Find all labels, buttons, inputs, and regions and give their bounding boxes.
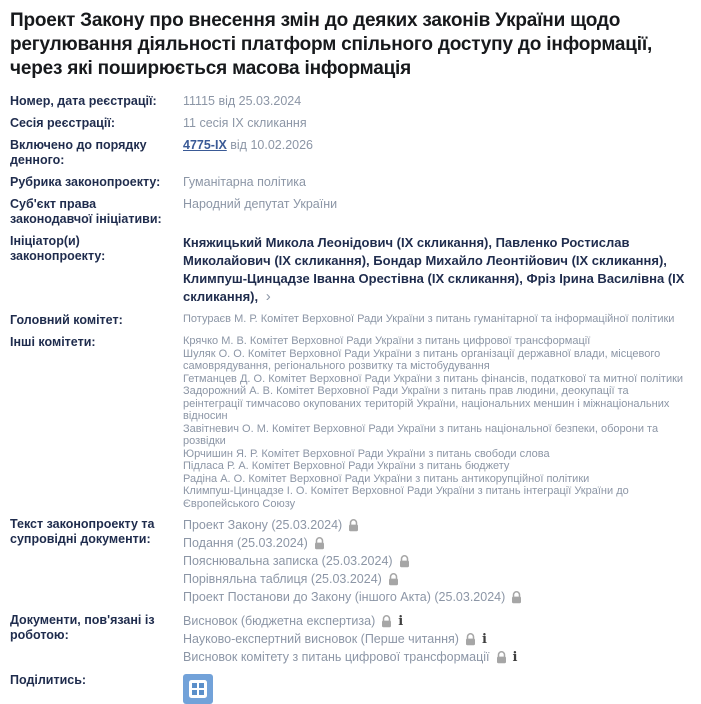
committee-item: Климпуш-Цинцадзе І. О. Комітет Верховної Ради України з питань інтеграції України до Європейського Союзу xyxy=(183,485,629,510)
info-icon[interactable]: i xyxy=(481,631,487,647)
info-icon[interactable]: i xyxy=(512,649,518,665)
documents-list xyxy=(183,517,691,607)
field-row-number xyxy=(10,94,691,109)
document-link[interactable]: Пояснювальна записка (25.03.2024) xyxy=(183,553,691,569)
document-link[interactable]: Висновок (бюджетна експертиза) i xyxy=(183,613,404,629)
page-title: Проект Закону про внесення змін до деяких законів України щодо регулювання діяльності платформ спільного доступу до інформації, через які поширюється масова інформація xyxy=(10,10,653,79)
committee-item: Крячко М. В. Комітет Верховної Ради України з питань цифрової трансформації xyxy=(183,335,591,347)
field-value: Народний депутат України xyxy=(183,197,338,211)
field-row-share xyxy=(10,673,691,704)
committee-item: Шуляк О. О. Комітет Верховної Ради України з питань організації державної влади, місцевого самоврядування, регіонального розвитку та містобудування xyxy=(183,347,661,372)
other-committees-list xyxy=(183,335,691,510)
related-documents-list xyxy=(183,613,691,667)
chevron-right-icon[interactable]: › xyxy=(265,288,271,305)
field-value: 11115 від 25.03.2024 xyxy=(183,94,302,108)
share-grid-icon xyxy=(189,680,207,698)
lock-icon xyxy=(465,633,476,646)
field-label: Поділитись: xyxy=(10,673,87,687)
agenda-date: від 10.02.2026 xyxy=(230,138,314,152)
field-value: Гуманітарна політика xyxy=(183,175,307,189)
lock-icon xyxy=(381,615,392,628)
field-value xyxy=(183,138,691,153)
lock-icon xyxy=(496,651,507,664)
committee-item: Радіна А. О. Комітет Верховної Ради України з питань антикорупційної політики xyxy=(183,472,590,485)
field-label: Сесія реєстрації: xyxy=(10,116,115,130)
field-value: 11 сесія IX скликання xyxy=(183,116,307,130)
agenda-number-link[interactable]: 4775-IX xyxy=(183,138,227,152)
lock-icon xyxy=(511,591,522,604)
field-label: Рубрика законопроекту: xyxy=(10,175,161,189)
committee-item: Завітневич О. М. Комітет Верховної Ради України з питань національної безпеки, оборони та розвідки xyxy=(183,422,659,447)
field-label: Інші комітети: xyxy=(10,335,96,349)
lock-icon xyxy=(314,537,325,550)
committee-item: Юрчишин Я. Р. Комітет Верховної Ради України з питань свободи слова xyxy=(183,447,550,460)
field-row-agenda xyxy=(10,138,691,168)
field-row-initiators xyxy=(10,234,691,306)
field-row-main-committee xyxy=(10,313,691,328)
document-link[interactable]: Порівняльна таблиця (25.03.2024) xyxy=(183,571,691,587)
field-row-related-documents xyxy=(10,613,691,667)
lock-icon xyxy=(388,573,399,586)
field-row-subject xyxy=(10,197,691,227)
committee-item: Задорожний А. В. Комітет Верховної Ради України з питань прав людини, деокупації та реінтеграції тимчасово окупованих територій України, національних меншин і міжнаціональних відносин xyxy=(183,385,670,422)
field-label: Суб'єкт права законодавчої ініціативи: xyxy=(10,197,162,226)
main-committee-value: Потураєв М. Р. Комітет Верховної Ради України з питань гуманітарної та інформаційної політики xyxy=(183,313,675,325)
field-row-rubric xyxy=(10,175,691,190)
initiators-names: Княжицький Микола Леонідович (IX скликання), Павленко Ростислав Миколайович (IX скликання), Бондар Михайло Леонтійович (IX скликання), Климпуш-Цинцадзе Іванна Орестівна (IX скликання), Фріз Ірина Василівна (IX скликання), xyxy=(183,235,685,304)
document-link[interactable]: Проект Закону (25.03.2024) xyxy=(183,517,691,533)
field-label: Документи, пов'язані із роботою: xyxy=(10,613,155,642)
field-label: Головний комітет: xyxy=(10,313,123,327)
field-label: Включено до порядку денного: xyxy=(10,138,147,167)
field-label: Текст законопроекту та супровідні документи: xyxy=(10,517,155,546)
field-row-other-committees xyxy=(10,335,691,510)
document-link[interactable]: Висновок комітету з питань цифрової трансформації i xyxy=(183,649,518,665)
field-row-session xyxy=(10,116,691,131)
committee-item: Підласа Р. А. Комітет Верховної Ради України з питань бюджету xyxy=(183,460,510,472)
document-link[interactable]: Науково-експертний висновок (Перше читання) i xyxy=(183,631,487,647)
document-link[interactable]: Подання (25.03.2024) xyxy=(183,535,691,551)
initiators-value xyxy=(183,234,691,306)
field-row-documents xyxy=(10,517,691,607)
share-button[interactable] xyxy=(183,674,213,704)
committee-item: Гетманцев Д. О. Комітет Верховної Ради України з питань фінансів, податкової та митної політики xyxy=(183,372,684,385)
info-icon[interactable]: i xyxy=(398,613,404,629)
field-label: Ініціатор(и) законопроекту: xyxy=(10,234,106,263)
field-label: Номер, дата реєстрації: xyxy=(10,94,157,108)
document-link[interactable]: Проект Постанови до Закону (іншого Акта) (25.03.2024) xyxy=(183,589,691,605)
lock-icon xyxy=(348,519,359,532)
lock-icon xyxy=(399,555,410,568)
